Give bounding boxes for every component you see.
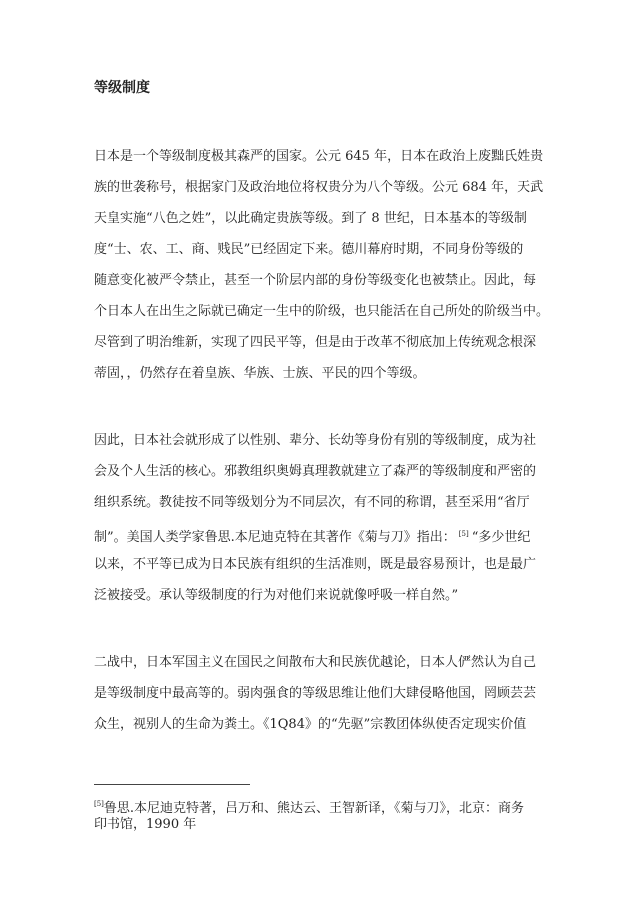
footnote-divider — [94, 784, 250, 785]
paragraph-line-with-footnote — [94, 524, 530, 548]
quote-start: “多少世纪 — [471, 530, 531, 545]
section-heading: 等级制度 — [94, 80, 150, 96]
paragraph-line: 族的世袭称号，根据家门及政治地位将权贵分为八个等级。公元 684 年，天武 — [94, 180, 544, 195]
paragraph-line: 蒂固，，仍然存在着皇族、华族、士族、平民的四个等级。 — [94, 366, 426, 381]
paragraph-line: 是等级制度中最高等的。弱肉强食的等级思维让他们大肆侵略他国，罔顾芸芸 — [94, 686, 537, 701]
paragraph-line: 因此，日本社会就形成了以性别、辈分、长幼等身份有别的等级制度，成为社 — [94, 433, 537, 448]
paragraph-line: 日本是一个等级制度极其森严的国家。公元 645 年，日本在政治上废黜氏姓贵 — [94, 149, 544, 164]
paragraph-line: 会及个人生活的核心。邪教组织奥姆真理教就建立了森严的等级制度和严密的 — [94, 464, 537, 479]
footnote-reference[interactable]: [5] — [458, 530, 469, 538]
paragraph-line: 众生，视别人的生命为粪土。《1Q84》的“先驱”宗教团体纵使否定现实价值 — [94, 717, 527, 732]
paragraph-line-text: 制”。美国人类学家鲁思.本尼迪克特在其著作《菊与刀》指出： — [94, 530, 456, 545]
paragraph-line: 天皇实施“八色之姓”，以此确定贵族等级。到了 8 世纪，日本基本的等级制 — [94, 211, 527, 226]
paragraph-line: 二战中，日本军国主义在国民之间散布大和民族优越论，日本人俨然认为自己 — [94, 655, 537, 670]
footnote-text: 鲁思.本尼迪克特著，吕万和、熊达云、王智新译，《菊与刀》，北京：商务 — [103, 801, 525, 816]
footnote-mark: [5] — [94, 800, 104, 808]
paragraph-line: 个日本人在出生之际就已确定一生中的阶级，也只能活在自己所处的阶级当中。 — [94, 304, 550, 319]
paragraph-line: 以来，不平等已成为日本民族有组织的生活准则，既是最容易预计，也是最广 — [94, 557, 537, 572]
paragraph-line: 尽管到了明治维新，实现了四民平等，但是由于改革不彻底加上传统观念根深 — [94, 335, 537, 350]
paragraph-line: 泛被接受。承认等级制度的行为对他们来说就像呼吸一样自然。” — [94, 588, 459, 603]
paragraph-line: 度“士、农、工、商、贱民”已经固定下来。德川幕府时期，不同身份等级的 — [94, 242, 524, 257]
footnote-line-2: 印书馆，1990 年 — [94, 817, 197, 832]
paragraph-line: 组织系统。教徒按不同等级划分为不同层次，有不同的称谓，甚至采用“省厅 — [94, 495, 530, 510]
paragraph-line: 随意变化被严令禁止，甚至一个阶层内部的身份等级变化也被禁止。因此，每 — [94, 273, 537, 288]
